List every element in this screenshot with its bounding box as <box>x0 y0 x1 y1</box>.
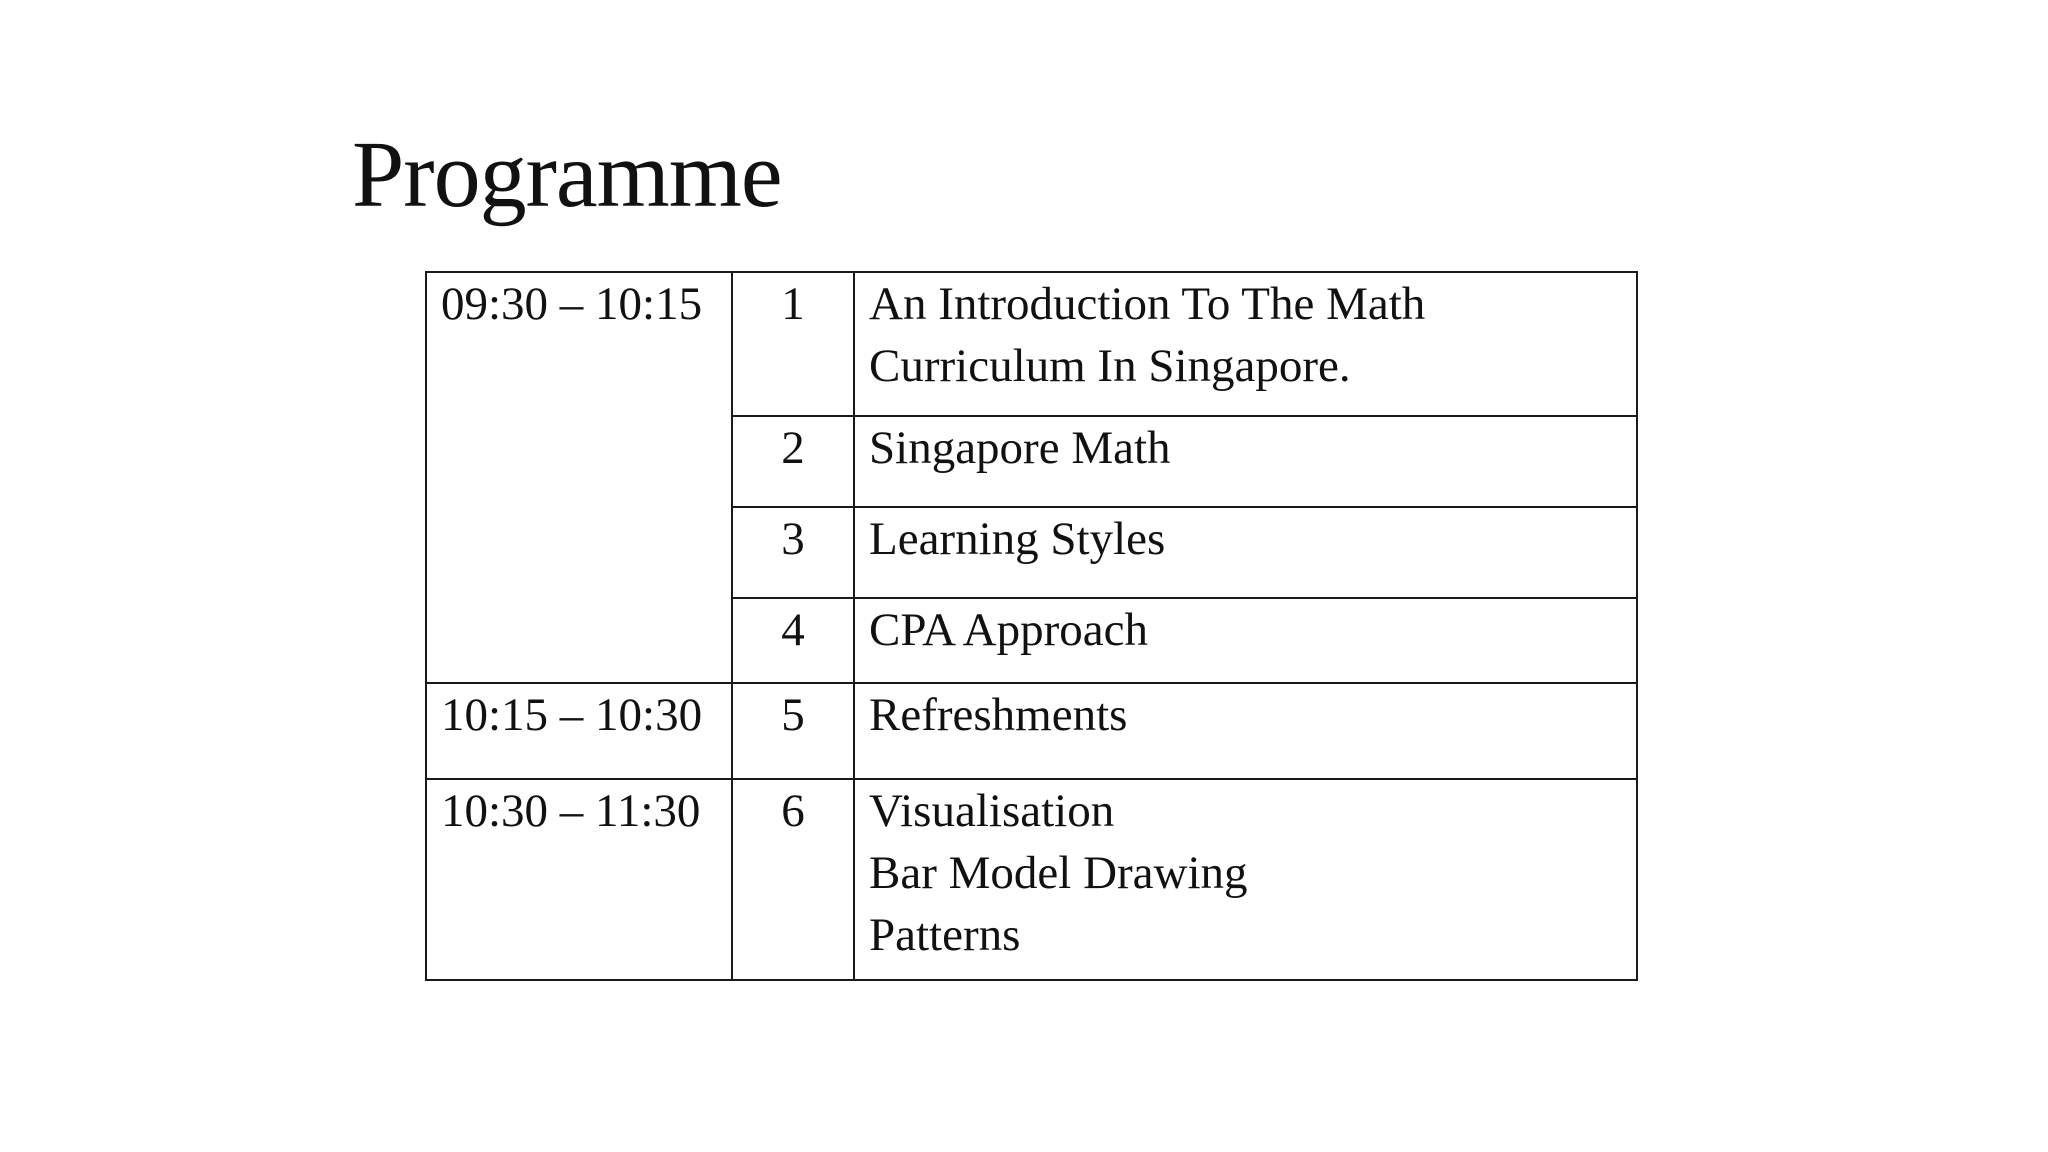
session-number: 5 <box>732 683 854 779</box>
table-row <box>426 272 1637 416</box>
topic-line: Learning Styles <box>869 513 1166 565</box>
table-row <box>426 779 1637 980</box>
session-number: 4 <box>732 598 854 683</box>
topic-line: Singapore Math <box>869 422 1171 474</box>
topic-line: Visualisation <box>869 785 1115 837</box>
session-topic <box>854 507 1637 598</box>
time-cell: 09:30 – 10:15 <box>426 272 732 683</box>
time-cell: 10:30 – 11:30 <box>426 779 732 980</box>
session-topic <box>854 416 1637 507</box>
session-topic <box>854 272 1637 416</box>
topic-line: An Introduction To The Math <box>869 278 1426 330</box>
session-number: 1 <box>732 272 854 416</box>
session-number: 3 <box>732 507 854 598</box>
topic-line: Curriculum In Singapore. <box>869 340 1351 392</box>
programme-table <box>425 271 1638 981</box>
topic-line: Refreshments <box>869 689 1128 741</box>
topic-line: Bar Model Drawing <box>869 847 1248 899</box>
session-topic <box>854 598 1637 683</box>
page-title: Programme <box>352 123 782 227</box>
session-topic <box>854 779 1637 980</box>
session-number: 2 <box>732 416 854 507</box>
table-row <box>426 683 1637 779</box>
time-cell: 10:15 – 10:30 <box>426 683 732 779</box>
topic-line: Patterns <box>869 909 1021 961</box>
topic-line: CPA Approach <box>869 604 1148 656</box>
session-topic <box>854 683 1637 779</box>
session-number: 6 <box>732 779 854 980</box>
